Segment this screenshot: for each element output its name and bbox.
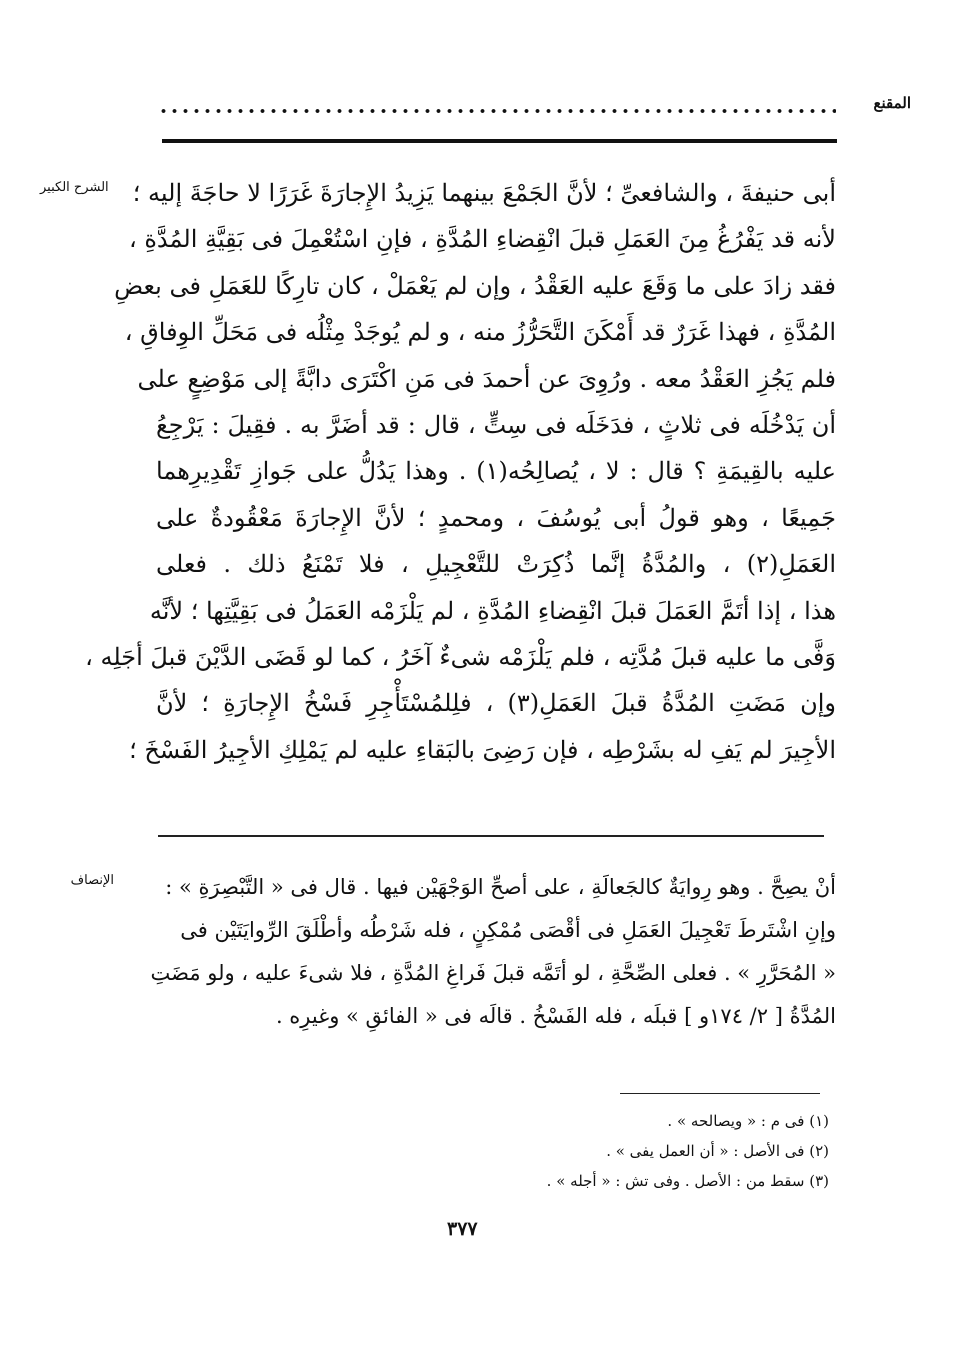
text-line: وإن مَضَتِ المُدَّةُ قبلَ العَمَلِ(٣) ، فلِلمُسْتَأْجِرِ فَسْخُ الإِجارَةِ ؛ لأنَّ — [156, 689, 836, 718]
main-text-block — [85, 170, 837, 773]
text-line: فلم يَجُزِ العَقْدُ معه . ورُوِىَ عن أحمدَ فى مَنِ اكْتَرَى دابَّةً إلى مَوْضِعٍ على — [137, 364, 836, 393]
text-line: جَمِيعًا ، وهو قولُ أبى يُوسُفَ ، ومحمدٍ ؛ لأنَّ الإِجارَةَ مَعْقُودةٌ على — [156, 503, 836, 532]
footnote: (٣) سقط من : الأصل . وفى تش : « أجله » . — [546, 1172, 829, 1190]
side-label-insaf: الإنصاف — [70, 873, 114, 888]
text-line: لأنه قد يَفْرُغُ مِنَ العَمَلِ قبلَ انْقِضاءِ المُدَّةِ ، فإنِ اسْتُعْمِلَ فى بَقِيَّةِ المُدَّةِ ، — [128, 225, 836, 254]
insaf-line: المُدَّةُ [ ٢/ ١٧٤و ] قبلَه ، فله الفَسْخُ . قالَه فى « الفائقِ » وغيرِه . — [275, 1004, 836, 1028]
text-line: فقد زادَ على ما وَقَعَ عليه العَقْدُ ، وإن لم يَعْمَلْ ، كان تارِكًا للعَمَلِ فى بعضِ — [114, 271, 836, 300]
text-line: العَمَلِ(٢) ، والمُدَّةُ إنَّما ذُكِرَتْ للتَّعْجِيلِ ، فلا تَمْنَعُ ذلك . فعلى — [156, 550, 836, 579]
text-line: وَفَّى ما عليه قبلَ مُدَّتِه ، فلم يَلْزَمْه شىءٌ آخَرُ ، كما لو قَضَى الدَّيْنَ قبلَ أجَلِه ، — [85, 643, 836, 672]
running-header-title: المقنع — [873, 94, 911, 112]
text-line: الأجِيرَ لم يَفِ له بشَرْطِه ، فإن رَضِىَ بالبَقاءِ عليه لم يَمْلِكِ الأجِيرُ الفَسْخَ ؛ — [129, 735, 836, 764]
text-line: عليه بالقِيمَةِ ؟ قال : لا ، يُصالِحُه(١) . وهذا يَدُلُّ على جَوازِ تَقْدِيرِهما — [156, 457, 837, 486]
insaf-line: « المُحَرَّرِ » . فعلى الصِّحَّةِ ، لو أتَمَّه قبلَ فَراغِ المُدَّةِ ، فلا شىءَ عليه ، ولو مَضَتِ — [150, 961, 836, 985]
insaf-line: وإنِ اشْتَرطَ تَعْجِيلَ العَمَلِ فى أقْصَى مُمْكِنٍ ، فله شَرْطُه وأطْلَقَ الرِّوايَتَيْن فى — [180, 918, 836, 942]
text-line: أبى حنيفةَ ، والشافعىِّ ؛ لأنَّ الجَمْعَ بينهما يَزِيدُ الإِجارَةَ غَرَرًا لا حاجَةَ إليه ؛ — [132, 179, 836, 207]
page-number: ٣٧٧ — [447, 1218, 478, 1240]
section-divider — [158, 835, 824, 837]
insaf-line: أنْ يصِحَّ . وهو رِوايَةٌ كالجَعالَةِ ، على أصحِّ الوَجْهَيْن فيها . قال فى « التَّبْصِرَةِ » : — [165, 875, 836, 899]
footnote-rule — [620, 1093, 820, 1094]
footnote: (٢) فى الأصل : « أن العمل يفى » . — [606, 1142, 829, 1160]
text-line: هذا ، إذا أتَمَّ العَمَلَ قبلَ انْقِضاءِ المُدَّةِ ، لم يَلْزَمْه العَمَلُ فى بَقِيَّتِها ؛ لأنَّه — [149, 596, 836, 625]
text-line: أن يَدْخُلَه فى ثلاثٍ ، فدَخَلَه فى سِتٍّ ، قال : قد أضَرَّ به . فقِيلَ : يَرْجِعُ — [156, 411, 836, 440]
side-label-sharh: الشرح الكبير — [40, 180, 109, 195]
footnote: (١) فى م : « ويصالحه » . — [667, 1112, 829, 1130]
insaf-text-block — [150, 866, 836, 1038]
header-dotted-leader — [158, 108, 836, 114]
text-line: المُدَّةِ ، فهذا غَرَرٌ قد أَمْكَنَ التَّحَرُّزُ منه ، و لم يُوجَدْ مِثْلُه فى مَحَلِّ الوِفاقِ ، — [124, 318, 836, 347]
header-rule — [162, 139, 837, 143]
footnotes — [269, 1106, 829, 1196]
